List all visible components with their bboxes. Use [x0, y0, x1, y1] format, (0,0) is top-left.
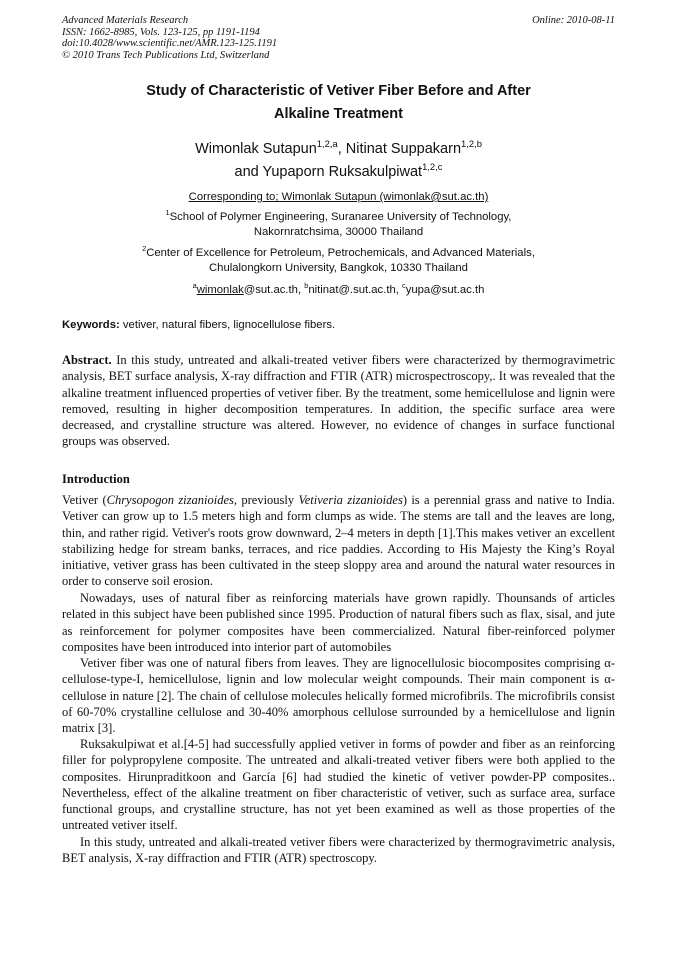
author-and: and: [234, 164, 263, 180]
affiliation-2-line-2: Chulalongkorn University, Bangkok, 10330 Thailand: [209, 262, 468, 274]
email-a-domain: @sut.ac.th,: [243, 284, 305, 296]
author-list: [62, 138, 615, 184]
species-name: Chrysopogon zizanioides: [106, 493, 234, 507]
affiliation-2-sup: 2: [142, 244, 147, 254]
author-1: Wimonlak Sutapun: [195, 141, 317, 157]
email-b-sup: b: [304, 281, 309, 291]
intro-p1-part-a: Vetiver (: [62, 493, 107, 507]
affiliation-2-text: Center of Excellence for Petroleum, Petrochemicals, and Advanced Materials,: [146, 247, 535, 259]
email-a-sup: a: [192, 281, 197, 291]
intro-paragraph-2: Nowadays, uses of natural fiber as reinforcing materials have grown rapidly. Thounsands of articles related in this subject have been published since 1995. Production of natural fibers such as flax, sisal, and jute as reinforcement for polymer composites have been commercialized. Natural fiber-reinforced polymer composites have been introduced into interior part of automobiles: [62, 591, 615, 654]
email-c: yupa@sut.ac.th: [405, 284, 485, 296]
email-a-link[interactable]: wimonlak: [196, 284, 244, 296]
abstract-text: In this study, untreated and alkali-treated vetiver fibers were characterized by thermogravimetric analysis, BET surface analysis, X-ray diffraction and FTIR (ATR) microspectroscopy,. It was revealed that the alkaline treatment influenced properties of vetiver fiber. By the treatment, some hemicellulose and lignin were removed, resulting in higher decomposition temperatures. In addition, the specific surface area were decreased, and crystalline structure was altered. However, no evidence of changes in surface functional groups was observed.: [62, 353, 615, 449]
affiliation-1-sup: 1: [165, 208, 170, 218]
author-1-affiliation: 1,2,a: [316, 138, 338, 150]
affiliation-1-line-1: [62, 210, 615, 225]
keywords-text: vetiver, natural fibers, lignocellulose fibers.: [119, 319, 336, 331]
former-species-name: Vetiveria zizanioides: [298, 493, 403, 507]
online-date: Online: 2010-08-11: [532, 15, 615, 26]
email-line: [62, 283, 615, 298]
abstract-label: Abstract.: [62, 353, 112, 367]
email-b: nitinat@.sut.ac.th,: [308, 284, 403, 296]
intro-p1-part-c: ) is a perennial grass and native to India. Vetiver can grow up to 1.5 meters high and form clumps as wide. The stems are tall and the leaves are long, thin, and rather rigid. Vetiver's roots grow downward, 2–4 meters in depth [1].This makes vetiver an excellent stabilizing hedge for stream banks, terraces, and rice paddies. According to His Majesty the King’s Royal initiative, vetiver grass has been cultivated in the steep sloppy area and around the natural water resources in order to conserve soil erosion.: [62, 493, 615, 589]
corresponding-text: Corresponding to; Wimonlak Sutapun (wimonlak@sut.ac.th): [188, 191, 489, 203]
corresponding-author: [62, 190, 615, 205]
affiliation-1-line-2: Nakornratchsima, 30000 Thailand: [253, 226, 424, 238]
abstract: [62, 352, 615, 450]
keywords: [62, 318, 615, 333]
intro-paragraph-1: [62, 492, 615, 590]
author-3: Yupaporn Ruksakulpiwat: [262, 164, 423, 180]
title-line-2: Alkaline Treatment: [274, 106, 403, 122]
doi-line: doi:10.4028/www.scientific.net/AMR.123-125.1191: [62, 38, 278, 49]
paper-title: [62, 80, 615, 126]
email-c-sup: c: [402, 281, 406, 291]
copyright-line: © 2010 Trans Tech Publications Ltd, Switzerland: [62, 49, 270, 61]
author-2-affiliation: 1,2,b: [461, 138, 482, 150]
authors-line-1: [62, 138, 615, 161]
author-separator: ,: [337, 141, 346, 157]
keywords-label: Keywords:: [62, 319, 120, 331]
intro-paragraph-5: In this study, untreated and alkali-treated vetiver fibers were characterized by thermogravimetric analysis, BET analysis, X-ray diffraction and FTIR (ATR) spectroscopy.: [62, 835, 615, 866]
introduction-heading: Introduction: [62, 472, 130, 486]
affiliation-2-line-1: [62, 246, 615, 261]
intro-paragraph-4: Ruksakulpiwat et al.[4-5] had successfully applied vetiver in forms of powder and fiber as an reinforcing filler for polypropylene composite. The untreated and alkali-treated vetiver fibers were both applied to the composites. Hirunpraditkoon and García [6] had studied the kinetic of vetiver powder-PP composites.. Nevertheless, effect of the alkaline treatment on fiber characteristic of vetiver, such as surface area, surface functional groups, and crystalline structure, has not yet been examined as well as those properties of the untreated vetiver itself.: [62, 737, 615, 833]
author-2: Nitinat Suppakarn: [345, 141, 462, 157]
affiliation-1-text: School of Polymer Engineering, Suranaree University of Technology,: [169, 211, 512, 223]
affiliation-2: [62, 246, 615, 276]
issn-line: ISSN: 1662-8985, Vols. 123-125, pp 1191-1194: [62, 26, 260, 38]
title-line-1: Study of Characteristic of Vetiver Fiber Before and After: [146, 83, 531, 99]
author-3-affiliation: 1,2,c: [422, 161, 443, 173]
intro-p1-part-b: , previously: [233, 493, 299, 507]
affiliation-1: [62, 210, 615, 240]
journal-name: Advanced Materials Research: [62, 15, 189, 26]
authors-line-2: [62, 161, 615, 184]
intro-paragraph-3: Vetiver fiber was one of natural fibers from leaves. They are lignocellulosic biocomposites comprising α-cellulose-type-I, hemicellulose, lignin and low molecular weight compounds. Their main component is α-cellulose in nature [2]. The chain of cellulose molecules helically formed microfibrils. The microfibrils consist of 60-70% crystalline cellulose and 30-40% amorphous cellulose surrounded by a hemicellulose and lignin matrix [3].: [62, 656, 615, 736]
journal-header: [62, 15, 277, 61]
